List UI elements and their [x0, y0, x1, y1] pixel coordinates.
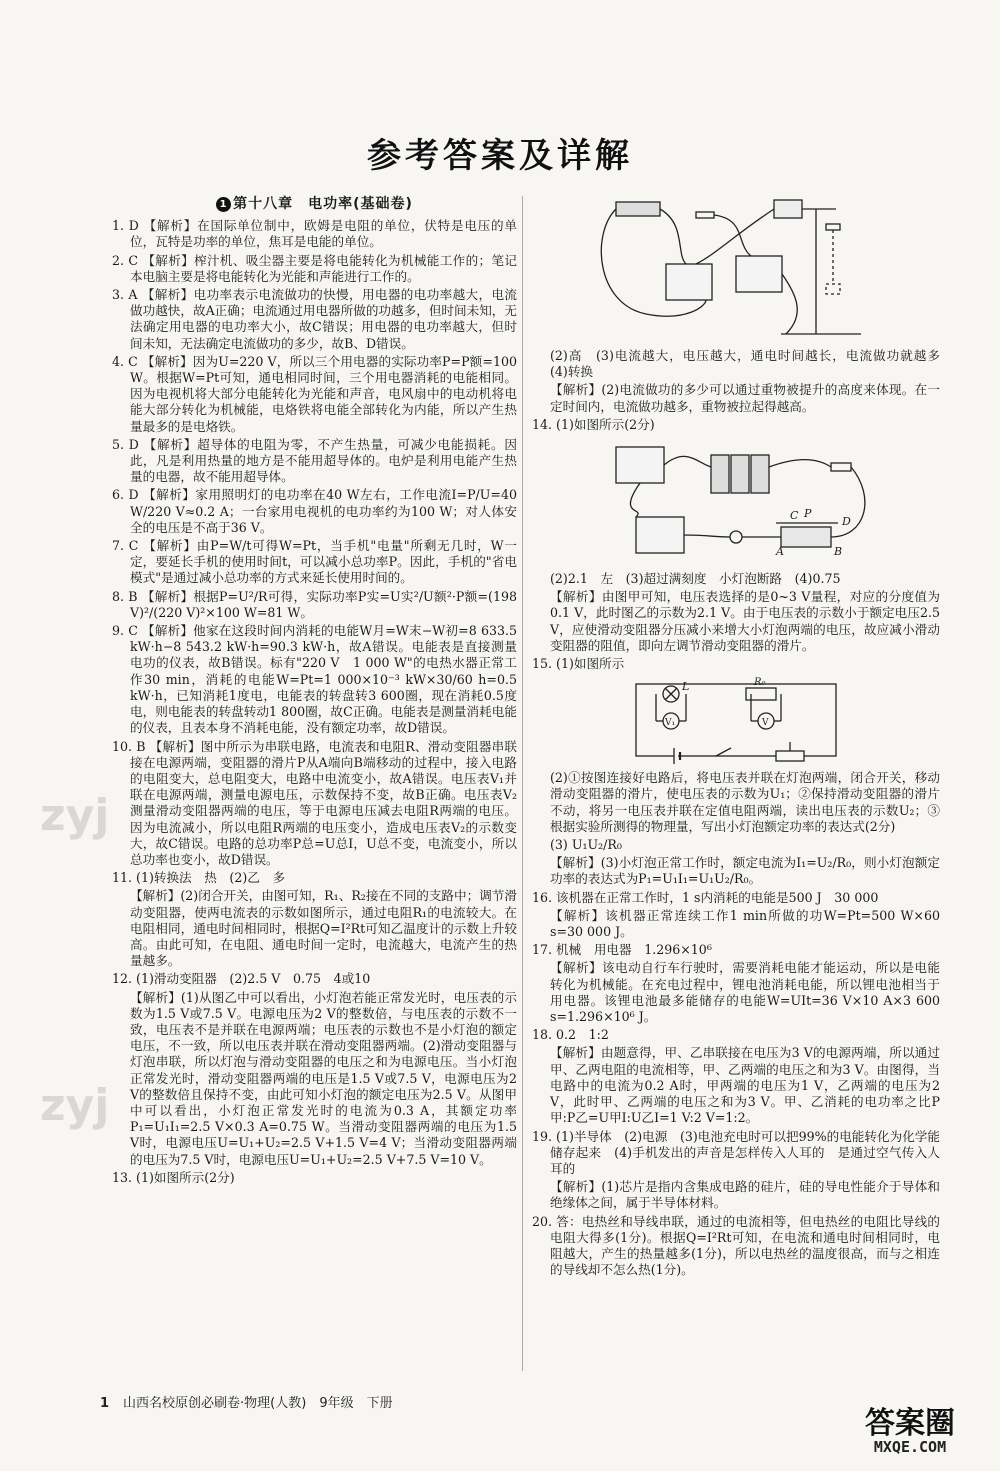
answer-item: 10. B 【解析】图中所示为串联电路，电流表和电阻R、滑动变阻器串联接在电源两端，变阻器的滑片P从A端向B端移动的过程中，接入电路的电阻变大，总电阻变大，电路中电流变小，故A错误。电压表V₁并联在电源两端，测量电源电压，示数保持不变，故B正确。电压表V₂测量滑动变阻器两端的电压，等于电源电压减去电阻R两端的电压。因为电流减小，所以电阻R两端的电压变小，造成电压表V₂的示数变大，故C错误。电路的总功率P总=U总I，U总不变，电流变小，所以总功率也变小，故D错误。: [112, 738, 517, 867]
label-v1: V₁: [665, 718, 676, 729]
answer-explanation: 【解析】(1)芯片是指内含集成电路的硅片，硅的导电性能介于导体和绝缘体之间，属于半导体材料。: [550, 1179, 940, 1211]
answer-item: 12. (1)滑动变阻器 (2)2.5 V 0.75 4或10: [112, 971, 371, 987]
page-title: 参考答案及详解: [367, 136, 633, 176]
chapter-title: 第十八章 电功率(基础卷): [233, 196, 413, 212]
column-divider: [522, 196, 523, 1371]
right-column: [532, 190, 953, 1280]
label-a: A: [776, 545, 784, 559]
site-logo: [836, 1398, 984, 1464]
answer-item: 1. D 【解析】在国际单位制中，欧姆是电阻的单位，伏特是电压的单位，瓦特是功率的单位，焦耳是电能的单位。: [112, 218, 517, 250]
answer-item: 5. D 【解析】超导体的电阻为零，不产生热量，可减少电能损耗。因此，凡是利用热量的地方是不能用超导体的。电炉是利用电能产生热量的电器，故不能用超导体。: [112, 436, 517, 485]
answer-item: 11. (1)转换法 热 (2)乙 多: [112, 870, 286, 886]
label-d: D: [842, 515, 851, 529]
label-b: B: [834, 545, 843, 559]
page-number: 1: [100, 1396, 110, 1411]
answer-item: 16. 该机器在正常工作时，1 s内消耗的电能是500 J 30 000: [532, 889, 879, 905]
answer-explanation: 【解析】该电动自行车行驶时，需要消耗电能才能运动，所以是电能转化为机械能。在充电过程中，锂电池消耗电能，所以锂电池相当于用电器。该锂电池最多能储存的电能W=UIt=36 V×10 A×3 600 s=1.296×10⁶ J。: [550, 960, 940, 1025]
label-p: P: [804, 507, 812, 521]
circuit-figure-13: [586, 194, 886, 344]
answer-item: 18. 0.2 1:2: [532, 1027, 609, 1043]
answer-item: 3. A 【解析】电功率表示电流做功的快慢，用电器的电功率越大，电流做功越快，故A正确；电流通过用电器所做的功越多，但时间未知，无法确定用电器的电功率大小，故C错误；用电器的电功率越大，但时间未知，无法确定电流做功的多少，故B、D错误。: [112, 287, 517, 351]
answer-item: 14. (1)如图所示(2分): [532, 416, 655, 432]
answer-item: (2)①按图连接好电路后，将电压表并联在灯泡两端，闭合开关，移动滑动变阻器的滑片，使电压表的示数为U₁；②保持滑动变阻器的滑片不动，将另一电压表并联在定值电阻两端，读出电压表的示数U₂；③根据实验所测得的物理量，写出小灯泡额定功率的表达式(2分): [550, 770, 940, 834]
label-l: L: [682, 680, 690, 694]
answer-item: 2. C 【解析】榨汁机、吸尘器主要是将电能转化为机械能工作的；笔记本电脑主要是将电能转化为光能和声能进行工作的。: [112, 252, 517, 284]
answer-item: 17. 机械 用电器 1.296×10⁶: [532, 942, 712, 958]
answer-explanation: 【解析】该机器正常连续工作1 min所做的功W=Pt=500 W×60 s=30 000 J。: [550, 907, 940, 940]
answer-item: 15. (1)如图所示: [532, 656, 625, 672]
answer-item: 7. C 【解析】由P=W/t可得W=Pt，当手机"电量"所剩无几时，W一定，要延长手机的使用时间t，可以减小总功率P。因此，手机的"省电模式"是通过减小总功率的方式来延长使用时间的。: [112, 538, 517, 586]
circuit-figure-15: [616, 676, 856, 766]
answer-explanation: 【解析】由题意得，甲、乙串联接在电压为3 V的电源两端，所以通过甲、乙两电阻的电流相等，甲、乙两端的电压之和为3 V。由图得，当电路中的电流为0.2 A时，甲两端的电压为1 V，乙两端的电压为2 V，此时甲、乙两端的电压之和为3 V。甲、乙消耗的电功率之比P甲:P乙=U甲I:U乙I=1 V:2 V=1:2。: [550, 1045, 940, 1126]
chapter-heading: [112, 196, 517, 212]
answer-explanation: 【解析】(1)从图乙中可以看出，小灯泡若能正常发光时，电压表的示数为1.5 V或7.5 V。电源电压为2 V的整数倍，与电压表的示数不一致，电压表不是并联在电源两端；电压表的示数也不是小灯泡的额定电压，不一致，所以电压表并联在滑动变阻器两端。(2)滑动变阻器与灯泡串联，所以灯泡与滑动变阻器的电压之和为电源电压。当小灯泡正常发光时，滑动变阻器两端的电压是1.5 V或7.5 V，电源电压为2 V的整数倍且保持不变，由此可知小灯泡的额定电压为2.5 V。从图甲中可以看出，小灯泡正常发光时的电流为0.3 A，其额定功率P₁=U₁I₁=2.5 V×0.3 A=0.75 W。当滑动变阻器两端的电压为1.5 V时，电源电压U=U₁+U₂=2.5 V+1.5 V=4 V；当滑动变阻器两端的电压为7.5 V时，电源电压U=U₁+U₂=2.5 V+7.5 V=10 V。: [130, 989, 517, 1167]
answer-item: (2)高 (3)电流越大，电压越大，通电时间越长，电流做功就越多 (4)转换: [550, 348, 953, 380]
answer-item: 4. C 【解析】因为U=220 V，所以三个用电器的实际功率P=P额=100 W。根据W=Pt可知，通电相同时间，三个用电器消耗的电能相同。因为电视机将大部分电能转化为光能和声音，电风扇中的电动机将电能大部分转化为机械能，电烙铁将电能全部转化为内能，所以产生热量最多的是电烙铁。: [112, 353, 517, 434]
label-v: V: [762, 718, 769, 729]
answer-explanation: 【解析】(3)小灯泡正常工作时，额定电流为I₁=U₂/R₀，则小灯泡额定功率的表达式为P₁=U₁I₁=U₁U₂/R₀。: [550, 855, 940, 887]
answer-explanation: 【解析】(2)闭合开关，由图可知，R₁、R₂接在不同的支路中；调节滑动变阻器，使两电流表的示数如图所示，通过电阻R₁的电流较大。在电阻相同，通电时间相同时，根据Q=I²Rt可知乙温度计的示数上升较高。由此可知，在电阻、通电时间一定时，电流越大，电流产生的热量越多。: [130, 888, 517, 969]
label-c: C: [790, 509, 799, 523]
watermark-text: zyj: [40, 1080, 110, 1131]
watermark-text: zyj: [40, 790, 110, 841]
logo-text: 答案圈: [865, 1406, 955, 1441]
answer-explanation: 【解析】由图甲可知，电压表选择的是0~3 V量程，对应的分度值为0.1 V，此时图乙的示数为2.1 V。由于电压表的示数小于额定电压2.5 V，应使滑动变阻器分压减小来增大小灯泡两端的电压，故应减小滑动变阻器的阻值，即向左调节滑动变阻器的滑片。: [550, 589, 940, 653]
answer-item: (3) U₁U₂/R₀: [550, 837, 622, 853]
answer-item: 6. D 【解析】家用照明灯的电功率在40 W左右，工作电流I=P/U=40 W/220 V≈0.2 A；一台家用电视机的电功率约为100 W；对人体安全的电压是不高于36 V。: [112, 487, 517, 535]
answer-item: (2)2.1 左 (3)超过满刻度 小灯泡断路 (4)0.75: [550, 571, 841, 587]
answer-explanation: 【解析】(2)电流做功的多少可以通过重物被提升的高度来体现。在一定时间内，电流做功越多，重物被拉起得越高。: [550, 382, 940, 414]
answer-item: 13. (1)如图所示(2分): [112, 1169, 235, 1185]
answer-item: 19. (1)半导体 (2)电源 (3)电池充电时可以把99%的电能转化为化学能储存起来 (4)手机发出的声音是怎样传入人耳的 是通过空气传入人耳的: [532, 1128, 940, 1176]
answer-item: 8. B 【解析】根据P=U²/R可得，实际功率P实=U实²/U额²·P额=(198 V)²/(220 V)²×100 W=81 W。: [112, 588, 517, 620]
page-footer: [100, 1392, 393, 1411]
left-column: [112, 196, 517, 1188]
chapter-number-badge: 1: [216, 197, 231, 212]
answer-item: 9. C 【解析】他家在这段时间内消耗的电能W月=W末−W初=8 633.5 kW·h−8 543.2 kW·h=90.3 kW·h，故A错误。电能表是直接测量电功的仪表，故B错误。标有"220 V 1 000 W"的电热水器正常工作30 min，消耗的电能W=Pt=1 000×10⁻³ kW×30/60 h=0.5 kW·h，已知消耗1度电，电能表的转盘转3 600圈，现在消耗0.5度电，则电能表的转盘转动1 800圈，故C正确。电能表是测量消耗电能的仪表，且表本身不消耗电能，没有额定功率，故D错误。: [112, 623, 517, 736]
footer-book-title: 山西名校原创必刷卷·物理(人教) 9年级 下册: [123, 1396, 393, 1411]
circuit-figure-14: [576, 437, 896, 567]
label-r0: R₀: [754, 677, 766, 689]
logo-url: MXQE.COM: [873, 1438, 947, 1456]
answer-item: 20. 答：电热丝和导线串联，通过的电流相等，但电热丝的电阻比导线的电阻大得多(1分)。根据Q=I²Rt可知，在电流和通电时间相同时，电阻越大，产生的热量越多(1分)，所以电热丝的温度很高，而与之相连的导线却不怎么热(1分)。: [532, 1213, 940, 1278]
